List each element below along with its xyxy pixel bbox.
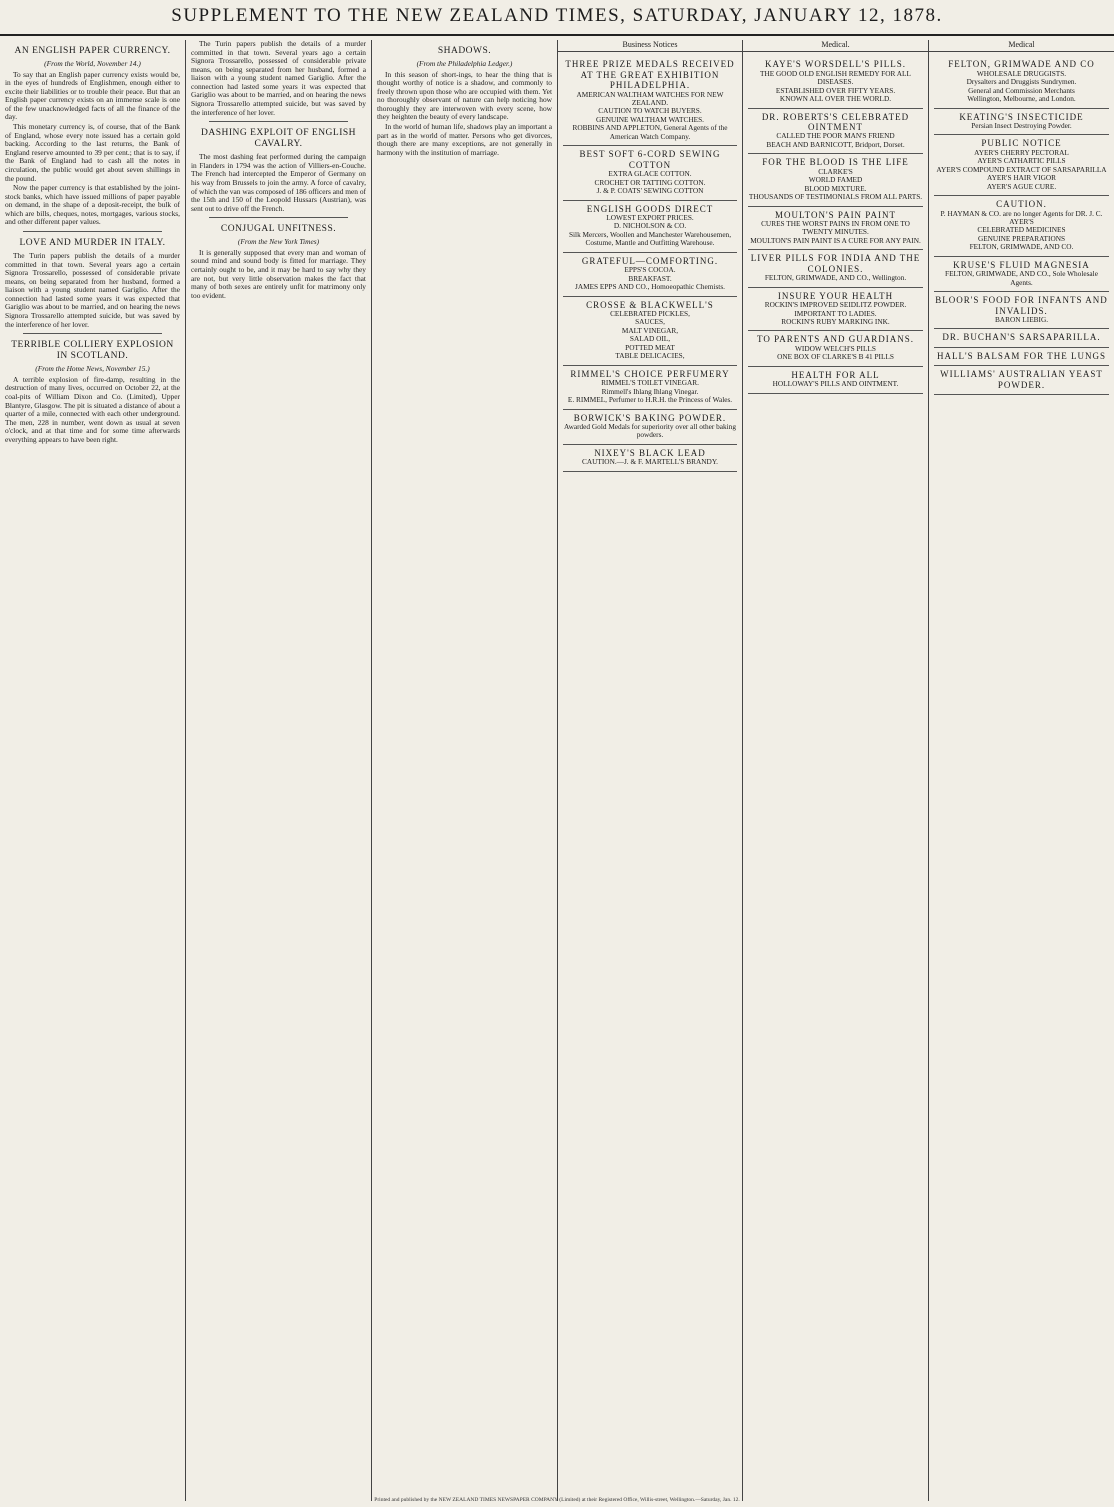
source-conjugal: (From the New York Times): [237, 237, 320, 247]
ad-line: BREAKFAST.: [628, 273, 672, 283]
headline-colliery: TERRIBLE COLLIERY EXPLOSION IN SCOTLAND.: [11, 340, 174, 362]
ad-title: FOR THE BLOOD IS THE LIFE: [762, 157, 909, 168]
advertisement: [748, 56, 923, 108]
advertisement: [934, 292, 1109, 329]
ad-title: BORWICK'S BAKING POWDER.: [573, 412, 727, 423]
ad-line: RIMMEL'S TOILET VINEGAR.: [601, 378, 699, 388]
ad-line: WHOLESALE DRUGGISTS.: [976, 68, 1067, 78]
ads-list: [748, 56, 923, 393]
ad-title: TO PARENTS AND GUARDIANS.: [756, 334, 915, 345]
advertisement: [934, 348, 1109, 366]
headline-cavalry: DASHING EXPLOIT OF ENGLISH CAVALRY.: [200, 128, 357, 150]
ad-line: POTTED MEAT: [625, 342, 675, 352]
source-currency: (From the World, November 14.): [44, 59, 141, 69]
headline-murder: LOVE AND MURDER IN ITALY.: [19, 238, 166, 248]
ad-title: KEATING'S INSECTICIDE: [959, 111, 1084, 122]
ad-line: SAUCES,: [635, 317, 665, 327]
ad-title: GRATEFUL—COMFORTING.: [581, 255, 719, 266]
ad-line: CELEBRATED PICKLES,: [610, 309, 690, 319]
ads-list: [563, 56, 737, 472]
ad-title: CAUTION.: [996, 199, 1047, 210]
paragraph: To say that an English paper currency exists would be, in the eyes of hundreds of Englishmen, enough either to excite their liabilities or to trouble their peace. But that an English paper currency exists on an immense scale is one of the few unacknowledged facts of all the finance of the day.: [5, 69, 180, 122]
ad-line: THE GOOD OLD ENGLISH REMEDY FOR ALL DISEASES.: [760, 68, 911, 87]
ad-line: AYER'S CATHARTIC PILLS: [977, 156, 1066, 166]
headline-currency: AN ENGLISH PAPER CURRENCY.: [14, 46, 171, 56]
column-business-notices: [558, 40, 743, 1501]
ad-title: DR. BUCHAN'S SARSAPARILLA.: [942, 332, 1101, 343]
column-heading: Medical.: [743, 40, 928, 52]
advertisement: [563, 146, 737, 200]
source-colliery: (From the Home News, November 15.): [35, 364, 150, 374]
ad-line: IMPORTANT TO LADIES.: [794, 308, 877, 318]
ad-line: P. HAYMAN & CO. are no longer Agents for DR. J. C. AYER'S: [940, 208, 1103, 226]
ad-line: EXTRA GLACE COTTON.: [608, 169, 692, 179]
ad-line: BLOOD MIXTURE.: [804, 183, 867, 193]
advertisement: [748, 288, 923, 332]
ad-title: BEST SOFT 6-CORD SEWING COTTON: [579, 149, 721, 170]
ad-line: CELEBRATED MEDICINES: [977, 225, 1066, 235]
paragraph: The most dashing feat performed during the campaign in Flanders in 1794 was the action of Villiers-en-Couche. The French had intercepted the Emperor of Germany on his way from Brussels to join the army. A force of cavalry, of which the van was composed of 186 officers and men of the 15th and 150 of the Leopold Hussars (Austrian), was sent out to drive off the French.: [191, 152, 366, 213]
ad-line: ROCKIN'S RUBY MARKING INK.: [781, 317, 890, 327]
ad-line: FELTON, GRIMWADE, AND CO., Sole Wholesale Agents.: [945, 269, 1098, 287]
column-medical-1: [743, 40, 929, 1501]
ad-line: AMERICAN WALTHAM WATCHES FOR NEW ZEALAND.: [576, 89, 724, 108]
headline-shadows: SHADOWS.: [437, 46, 492, 56]
advertisement: [934, 366, 1109, 395]
ad-line: FELTON, GRIMWADE, AND CO., Wellington.: [764, 273, 907, 283]
ad-line: FELTON, GRIMWADE, AND CO.: [969, 242, 1074, 252]
ad-line: WORLD FAMED: [808, 175, 863, 185]
ad-title: MOULTON'S PAIN PAINT: [775, 209, 896, 220]
paragraph: A terrible explosion of fire-damp, resulting in the destruction of many lives, occurred on October 22, at the coal-pits of William Dixon and Co. (Limited), Upper Blantyre, Glasgow. The pit is situated a distance of about a quarter of a mile, connected with each other underground. The men, 228 in number, went down as usual at seven o'clock, and at that time and for some time afterwards everything appears to have been right.: [5, 374, 180, 444]
source-shadows: (From the Philadelphia Ledger.): [416, 59, 513, 69]
ad-line: SALAD OIL,: [629, 334, 671, 344]
advertisement: [563, 410, 737, 445]
paragraph: In the world of human life, shadows play an important a part as in the world of matter. Persons who get divorces, though there are many exceptions, are not generally in harmony with the institution of marriage.: [377, 122, 552, 157]
advertisement: [934, 196, 1109, 257]
ad-line: WIDOW WELCH'S PILLS: [795, 343, 876, 353]
divider: [209, 217, 348, 218]
advertisement: [934, 135, 1109, 196]
ad-title: ENGLISH GOODS DIRECT: [586, 203, 714, 214]
advertisement: [563, 56, 737, 146]
ad-line: THOUSANDS OF TESTIMONIALS FROM ALL PARTS.: [748, 192, 923, 202]
ad-line: Rimmell's Ihlang Ihlang Vinegar.: [601, 386, 699, 396]
advertisement: [563, 297, 737, 366]
advertisement: [748, 154, 923, 206]
column-medical-2: [929, 40, 1114, 1501]
ad-line: D. NICHOLSON & CO.: [613, 221, 687, 231]
advertisement: [934, 109, 1109, 136]
ad-line: JAMES EPPS AND CO., Homoeopathic Chemists.: [574, 282, 725, 292]
ad-title: HEALTH FOR ALL: [791, 369, 880, 380]
ad-title: CROSSE & BLACKWELL'S: [586, 299, 714, 310]
ad-title: THREE PRIZE MEDALS RECEIVED AT THE GREAT EXHIBITION PHILADELPHIA.: [565, 59, 735, 91]
advertisement: [748, 207, 923, 251]
ad-title: NIXEY'S BLACK LEAD: [594, 447, 706, 458]
column-3: [372, 40, 558, 1501]
ad-title: DR. ROBERTS'S CELEBRATED OINTMENT: [761, 111, 910, 132]
ad-line: J. & P. COATS' SEWING COTTON: [596, 186, 704, 196]
column-heading: Medical: [929, 40, 1114, 52]
ad-line: ESTABLISHED OVER FIFTY YEARS.: [775, 85, 896, 95]
column-1: [0, 40, 186, 1501]
ad-title: WILLIAMS' AUSTRALIAN YEAST POWDER.: [940, 369, 1103, 390]
ad-title: FELTON, GRIMWADE AND CO: [948, 59, 1095, 70]
ad-line: Drysalters and Druggists Sundrymen.: [966, 77, 1077, 87]
paragraph: This monetary currency is, of course, that of the Bank of England, whose every note issued has a certain gold backing. According to the last returns, the Bank of England reserve amounted to 39 per cent.; that is to say, if the Bank of England had to cash all the notes in circulation, the public would get about seven shillings in the pound.: [5, 122, 180, 183]
paragraph: In this season of short-ings, to hear the thing that is thought worthy of notice is a shadow, and commonly to freely thrown upon those who are occupied with them. Yet no thoroughly observant of nature can help noticing how thoroughly they are interwoven with every scene, how they heighten the beauty of every landscape.: [377, 69, 552, 122]
ad-line: GENUINE PREPARATIONS: [977, 233, 1066, 243]
advertisement: [563, 253, 737, 297]
ad-line: AYER'S COMPOUND EXTRACT OF SARSAPARILLA: [936, 164, 1107, 174]
ad-line: LOWEST EXPORT PRICES.: [606, 212, 694, 222]
advertisement: [563, 366, 737, 410]
ad-line: E. RIMMEL, Perfumer to H.R.H. the Princess of Wales.: [567, 395, 733, 405]
ad-line: CALLED THE POOR MAN'S FRIEND: [776, 131, 895, 141]
ad-line: CAUTION.—J. & F. MARTELL'S BRANDY.: [582, 457, 718, 467]
advertisement: [934, 257, 1109, 292]
paragraph: It is generally supposed that every man and woman of sound mind and sound body is fitted for marriage. They certainly ought to be, and it may be hard to say why they are not, but very little observation makes the fact that many of both sexes are entirely unfit for matrimony only too evident.: [191, 247, 366, 300]
headline-conjugal: CONJUGAL UNFITNESS.: [220, 224, 337, 235]
paragraph: Now the paper currency is that established by the joint-stock banks, which have issued millions of paper payable on demand, in the shape of a deposit-receipt, the bulk of which are bills, cheques, notes, mortgages, various stocks, and other different paper values.: [5, 183, 180, 227]
ad-line: Silk Mercers, Woollen and Manchester Warehousemen, Costume, Mantle and Outfitting Warehouse.: [568, 229, 732, 248]
ad-line: AYER'S AGUE CURE.: [986, 181, 1057, 191]
paragraph: The Turin papers publish the details of a murder committed in that town. Several years ago a certain Signora Trossarello, possessed of considerable private means, on being separated from her husband, formed a liaison with a young student named Gariglio. After the connection had lasted some years it was expected that Gariglio was about to be married, and on hearing the news Signora Trossarello attempted suicide, but was saved by the interference of her lover.: [191, 40, 366, 117]
advertisement: [563, 445, 737, 472]
ad-line: EPPS'S COCOA.: [624, 265, 676, 275]
ad-line: CAUTION TO WATCH BUYERS.: [598, 106, 702, 116]
ad-title: RIMMEL'S CHOICE PERFUMERY: [570, 368, 730, 379]
ad-line: CROCHET OR TATTING COTTON.: [594, 177, 706, 187]
ads-list: [934, 56, 1109, 395]
advertisement: [748, 331, 923, 366]
advertisement: [934, 329, 1109, 347]
divider: [23, 231, 162, 232]
ad-line: ONE BOX OF CLARKE'S B 41 PILLS: [777, 352, 894, 362]
ad-line: ROCKIN'S IMPROVED SEIDLITZ POWDER.: [764, 300, 907, 310]
ad-line: TABLE DELICACIES,: [615, 351, 685, 361]
ad-line: BARON LIEBIG.: [994, 315, 1049, 325]
advertisement: [748, 367, 923, 394]
ad-line: ROBBINS AND APPLETON, General Agents of the American Watch Company.: [572, 123, 728, 141]
divider: [209, 121, 348, 122]
ad-title: KAYE'S WORSDELL'S PILLS.: [764, 59, 906, 70]
ad-line: KNOWN ALL OVER THE WORLD.: [779, 94, 892, 104]
divider: [23, 333, 162, 334]
ad-line: CURES THE WORST PAINS IN FROM ONE TO TWENTY MINUTES.: [761, 218, 910, 237]
advertisement: [563, 201, 737, 253]
column-2: [186, 40, 372, 1501]
ad-line: AYER'S HAIR VIGOR: [986, 173, 1057, 183]
ad-line: Wellington, Melbourne, and London.: [967, 94, 1076, 104]
ad-line: CLARKE'S: [818, 166, 853, 176]
ad-line: Persian Insect Destroying Powder.: [971, 120, 1072, 130]
ad-title: PUBLIC NOTICE: [981, 138, 1062, 149]
masthead: SUPPLEMENT TO THE NEW ZEALAND TIMES, SATURDAY, JANUARY 12, 1878.: [0, 0, 1114, 36]
ad-title: HALL'S BALSAM FOR THE LUNGS: [937, 350, 1106, 361]
ad-line: HOLLOWAY'S PILLS AND OINTMENT.: [772, 379, 899, 389]
ad-line: AYER'S CHERRY PECTORAL: [974, 147, 1069, 157]
ad-title: BLOOR'S FOOD FOR INFANTS AND INVALIDS.: [935, 295, 1108, 316]
advertisement: [748, 250, 923, 287]
ad-title: LIVER PILLS FOR INDIA AND THE COLONIES.: [750, 253, 921, 274]
paragraph: The Turin papers publish the details of a murder committed in that town. Several years ago a certain Signora Trossarello, possessed of considerable private means, on being separated from her husband, formed a liaison with a young student named Gariglio. After the connection had lasted some years it was expected that Gariglio was about to be married, and on hearing the news Signora Trossarello attempted suicide, but was saved by the interference of her lover.: [5, 251, 180, 329]
ad-line: MALT VINEGAR,: [621, 325, 679, 335]
ad-title: INSURE YOUR HEALTH: [777, 290, 894, 301]
ad-line: General and Commission Merchants: [968, 85, 1075, 95]
ad-line: Awarded Gold Medals for superiority over all other baking powders.: [564, 421, 736, 440]
imprint-footer: Printed and published by the NEW ZEALAND TIMES NEWSPAPER COMPANY (Limited) at their Registered Office, Willis-street, Wellington.—Saturday, Jan. 12.: [374, 1497, 740, 1503]
ad-title: KRUSE'S FLUID MAGNESIA: [953, 259, 1090, 270]
advertisement: [748, 109, 923, 155]
advertisement: [934, 56, 1109, 108]
ad-line: GENUINE WALTHAM WATCHES.: [596, 114, 704, 124]
column-heading: Business Notices: [558, 40, 742, 52]
ad-line: BEACH AND BARNICOTT, Bridport, Dorset.: [766, 139, 905, 149]
ad-line: MOULTON'S PAIN PAINT IS A CURE FOR ANY PAIN.: [750, 235, 921, 245]
